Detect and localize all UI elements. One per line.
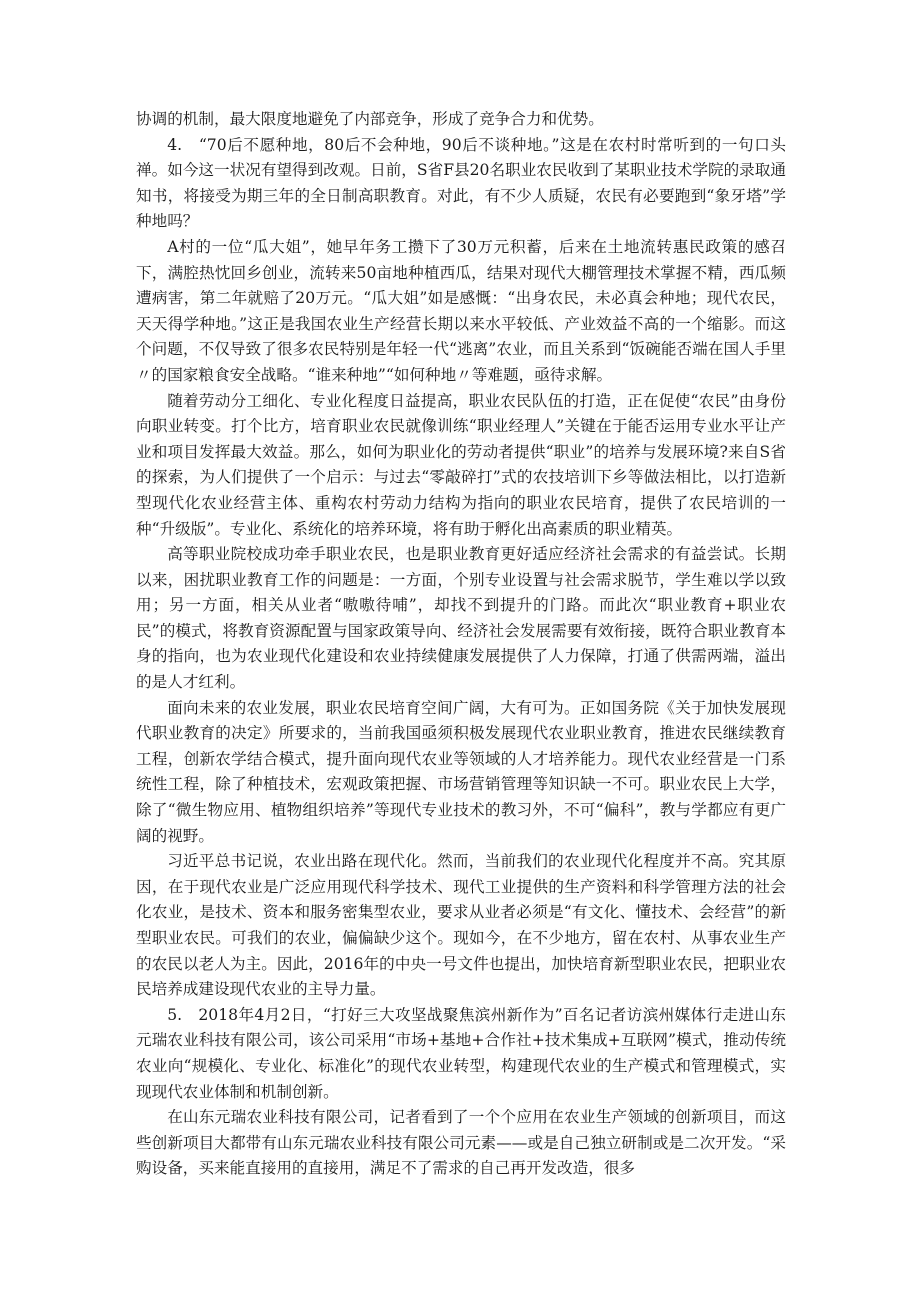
paragraph-future-development: 面向未来的农业发展，职业农民培育空间广阔，大有可为。正如国务院《关于加快发展现代职业教育的决定》所要求的，当前我国亟须积极发展现代农业职业教育，推进农民继续教育工程，创新农学结合模式，提升面向现代农业等领域的人才培养能力。现代农业经营是一门系统性工程，除了种植技术，宏观政策把握、市场营销管理等知识缺一不可。职业农民上大学，除了“微生物应用、植物组织培养”等现代专业技术的教习外，不可“偏科”，教与学都应有更广阔的视野。 (136, 698, 786, 845)
paragraph-modernization: 习近平总书记说，农业出路在现代化。然而，当前我们的农业现代化程度并不高。究其原因，在于现代农业是广泛应用现代科学技术、现代工业提供的生产资料和科学管理方法的社会化农业，是技术、资本和服务密集型农业，要求从业者必须是“有文化、懂技术、会经营”的新型职业农民。可我们的农业，偏偏缺少这个。现如今，在不少地方，留在农村、从事农业生产的农民以老人为主。因此，2016年的中央一号文件也提出，加快培育新型职业农民，把职业农民培养成建设现代农业的主导力量。 (136, 852, 786, 999)
paragraph-vocational-colleges: 高等职业院校成功牵手职业农民，也是职业教育更好适应经济社会需求的有益尝试。长期以来，困扰职业教育工作的问题是：一方面，个别专业设置与社会需求脱节，学生难以学以致用；另一方面，相关从业者“嗷嗷待哺”，却找不到提升的门路。而此次“职业教育+职业农民”的模式，将教育资源配置与国家政策导向、经济社会发展需要有效衔接，既符合职业教育本身的指向，也为农业现代化建设和农业持续健康发展提供了人力保障，打通了供需两端，溢出的是人才红利。 (136, 545, 786, 692)
paragraph-yuanrui-company: 在山东元瑞农业科技有限公司，记者看到了一个个应用在农业生产领域的创新项目，而这些创新项目大都带有山东元瑞农业科技有限公司元素——或是自己独立研制或是二次开发。“采购设备，买来能直接用的直接用，满足不了需求的自己再开发改造，很多 (136, 1108, 786, 1178)
paragraph-melon-sister: A村的一位“瓜大姐”，她早年务工攒下了30万元积蓄，后来在土地流转惠民政策的感召下，满腔热忱回乡创业，流转来50亩地种植西瓜，结果对现代大棚管理技术掌握不精，西瓜频遭病害，第二年就赔了20万元。“瓜大姐”如是感慨：“出身农民，未必真会种地；现代农民，天天得学种地。”这正是我国农业生产经营长期以来水平较低、产业效益不高的一个缩影。而这个问题，不仅导致了很多农民特别是年轻一代“逃离”农业，而且关系到“饭碗能否端在国人手里〃的国家粮食安全战略。“谁来种地”“如何种地〃等难题，亟待求解。 (136, 237, 786, 384)
paragraph-item-4: 4. “70后不愿种地，80后不会种地，90后不谈种地。”这是在农村时常听到的一句口头禅。如今这一状况有望得到改观。日前，S省F县20名职业农民收到了某职业技术学院的录取通知书，将接受为期三年的全日制高职教育。对此，有不少人质疑，农民有必要跑到“象牙塔”学种地吗？ (136, 135, 786, 231)
paragraph-item-5: 5. 2018年4月2日，“打好三大攻坚战聚焦滨州新作为”百名记者访滨州媒体行走进山东元瑞农业科技有限公司，该公司采用“市场+基地+合作社+技术集成+互联网”模式，推动传统农业向“规模化、专业化、标准化”的现代农业转型，构建现代农业的生产模式和管理模式，实现现代农业体制和机制创新。 (136, 1005, 786, 1101)
paragraph-continuation: 协调的机制，最大限度地避免了内部竞争，形成了竞争合力和优势。 (136, 110, 604, 128)
document-body (136, 107, 786, 1182)
paragraph-division-of-labor: 随着劳动分工细化、专业化程度日益提高，职业农民队伍的打造，正在促使“农民”由身份向职业转变。打个比方，培育职业农民就像训练“职业经理人”关键在于能否运用专业水平让产业和项目发挥最大效益。那么，如何为职业化的劳动者提供“职业”的培养与发展环境?来自S省的探索，为人们提供了一个启示：与过去“零敲碎打”式的农技培训下乡等做法相比，以打造新型现代化农业经营主体、重构农村劳动力结构为指向的职业农民培育，提供了农民培训的一种“升级版”。专业化、系统化的培养环境，将有助于孵化出高素质的职业精英。 (136, 391, 786, 538)
